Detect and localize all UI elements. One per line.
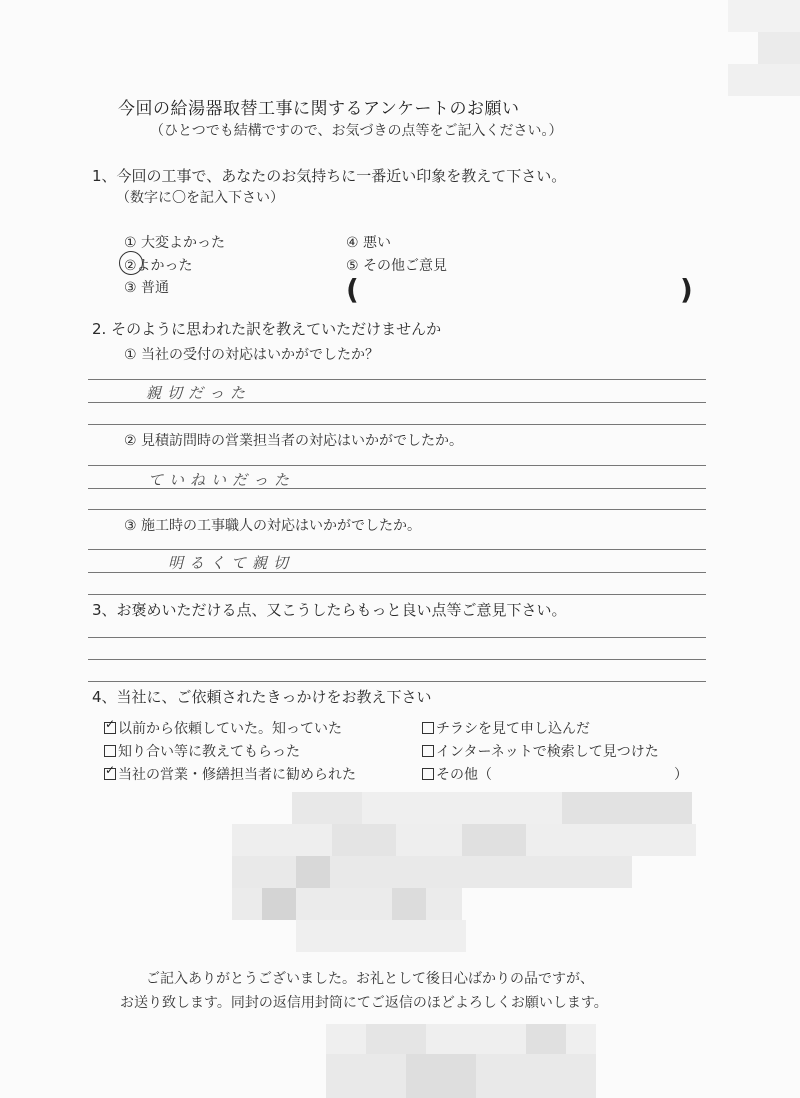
q1-option-2[interactable]: ②よかった [124,258,193,274]
answer-line [88,637,706,638]
q4-option-text: 知り合い等に教えてもらった [118,744,300,760]
q4-label: 4、当社に、ご依頼されたきっかけをお教え下さい [92,688,432,706]
q1-label: 1、今回の工事で、あなたのお気持ちに一番近い印象を教えて下さい。 [92,167,567,185]
q2-item-3-question: ③ 施工時の工事職人の対応はいかがでしたか。 [124,518,421,534]
q1-option-4[interactable]: ④ 悪い [346,235,392,251]
q4-option-text: その他（ [436,767,492,783]
answer-line [88,549,706,550]
checkbox[interactable] [422,768,434,780]
answer-line [88,681,706,682]
q2-item-1-question: ① 当社の受付の対応はいかがでしたか？ [124,347,379,363]
answer-line [88,572,706,573]
answer-line [88,424,706,425]
q4-option-internet[interactable] [422,741,659,761]
checkbox[interactable] [104,768,116,780]
q2-label: 2. そのように思われた訳を教えていただけませんか [92,320,442,338]
checkbox[interactable] [422,722,434,734]
q4-option-text: 以前から依頼していた。知っていた [118,721,342,737]
q4-option-referral[interactable] [104,741,300,761]
q4-option-other[interactable] [422,764,492,784]
q4-option-text: インターネットで検索して見つけた [436,744,659,760]
answer-line [88,488,706,489]
footer-line-1: ご記入ありがとうございました。お礼として後日心ばかりの品ですが、 [146,971,594,987]
footer-line-2: お送り致します。同封の返信用封筒にてご返信のほどよろしくお願いします。 [120,995,608,1011]
answer-line [88,509,706,510]
q1-option-1[interactable]: ① 大変よかった [124,235,226,251]
selected-circle-mark [119,251,143,275]
survey-title: 今回の給湯器取替工事に関するアンケートのお願い [118,99,520,119]
answer-line [88,379,706,380]
q4-option-text: チラシを見て申し込んだ [436,721,590,737]
answer-line [88,594,706,595]
q3-label: 3、お褒めいただける点、又こうしたらもっと良い点等ご意見下さい。 [92,601,567,619]
answer-line [88,659,706,660]
q1-other-paren-open: ( [346,273,359,306]
q1-other-paren-close: ) [680,273,693,306]
checkbox[interactable] [104,722,116,734]
q2-item-3-answer[interactable]: 明るくて親切 [168,554,295,572]
answer-line [88,465,706,466]
redacted-corner [728,0,800,96]
q1-note: （数字に〇を記入下さい） [116,190,284,206]
q1-option-3[interactable]: ③ 普通 [124,280,170,296]
q2-item-1-answer[interactable]: 親切だった [146,384,252,402]
q2-item-2-question: ② 見積訪問時の営業担当者の対応はいかがでしたか。 [124,433,463,449]
answer-line [88,402,706,403]
q4-option-flyer[interactable] [422,718,590,738]
q4-option-previous[interactable] [104,718,342,738]
survey-subtitle: （ひとつでも結構ですので、お気づきの点等をご記入ください。） [150,123,563,139]
q2-item-2-answer[interactable]: ていねいだった [148,471,296,489]
q4-option-text: 当社の営業・修繕担当者に勧められた [118,767,356,783]
q4-option-sales-staff[interactable] [104,764,356,784]
q1-option-5[interactable]: ⑤ その他ご意見 [346,258,448,274]
redacted-footer-mosaic [326,1024,596,1098]
checkbox[interactable] [104,745,116,757]
q4-other-close: ） [674,767,688,783]
redacted-mosaic [232,792,696,952]
checkbox[interactable] [422,745,434,757]
